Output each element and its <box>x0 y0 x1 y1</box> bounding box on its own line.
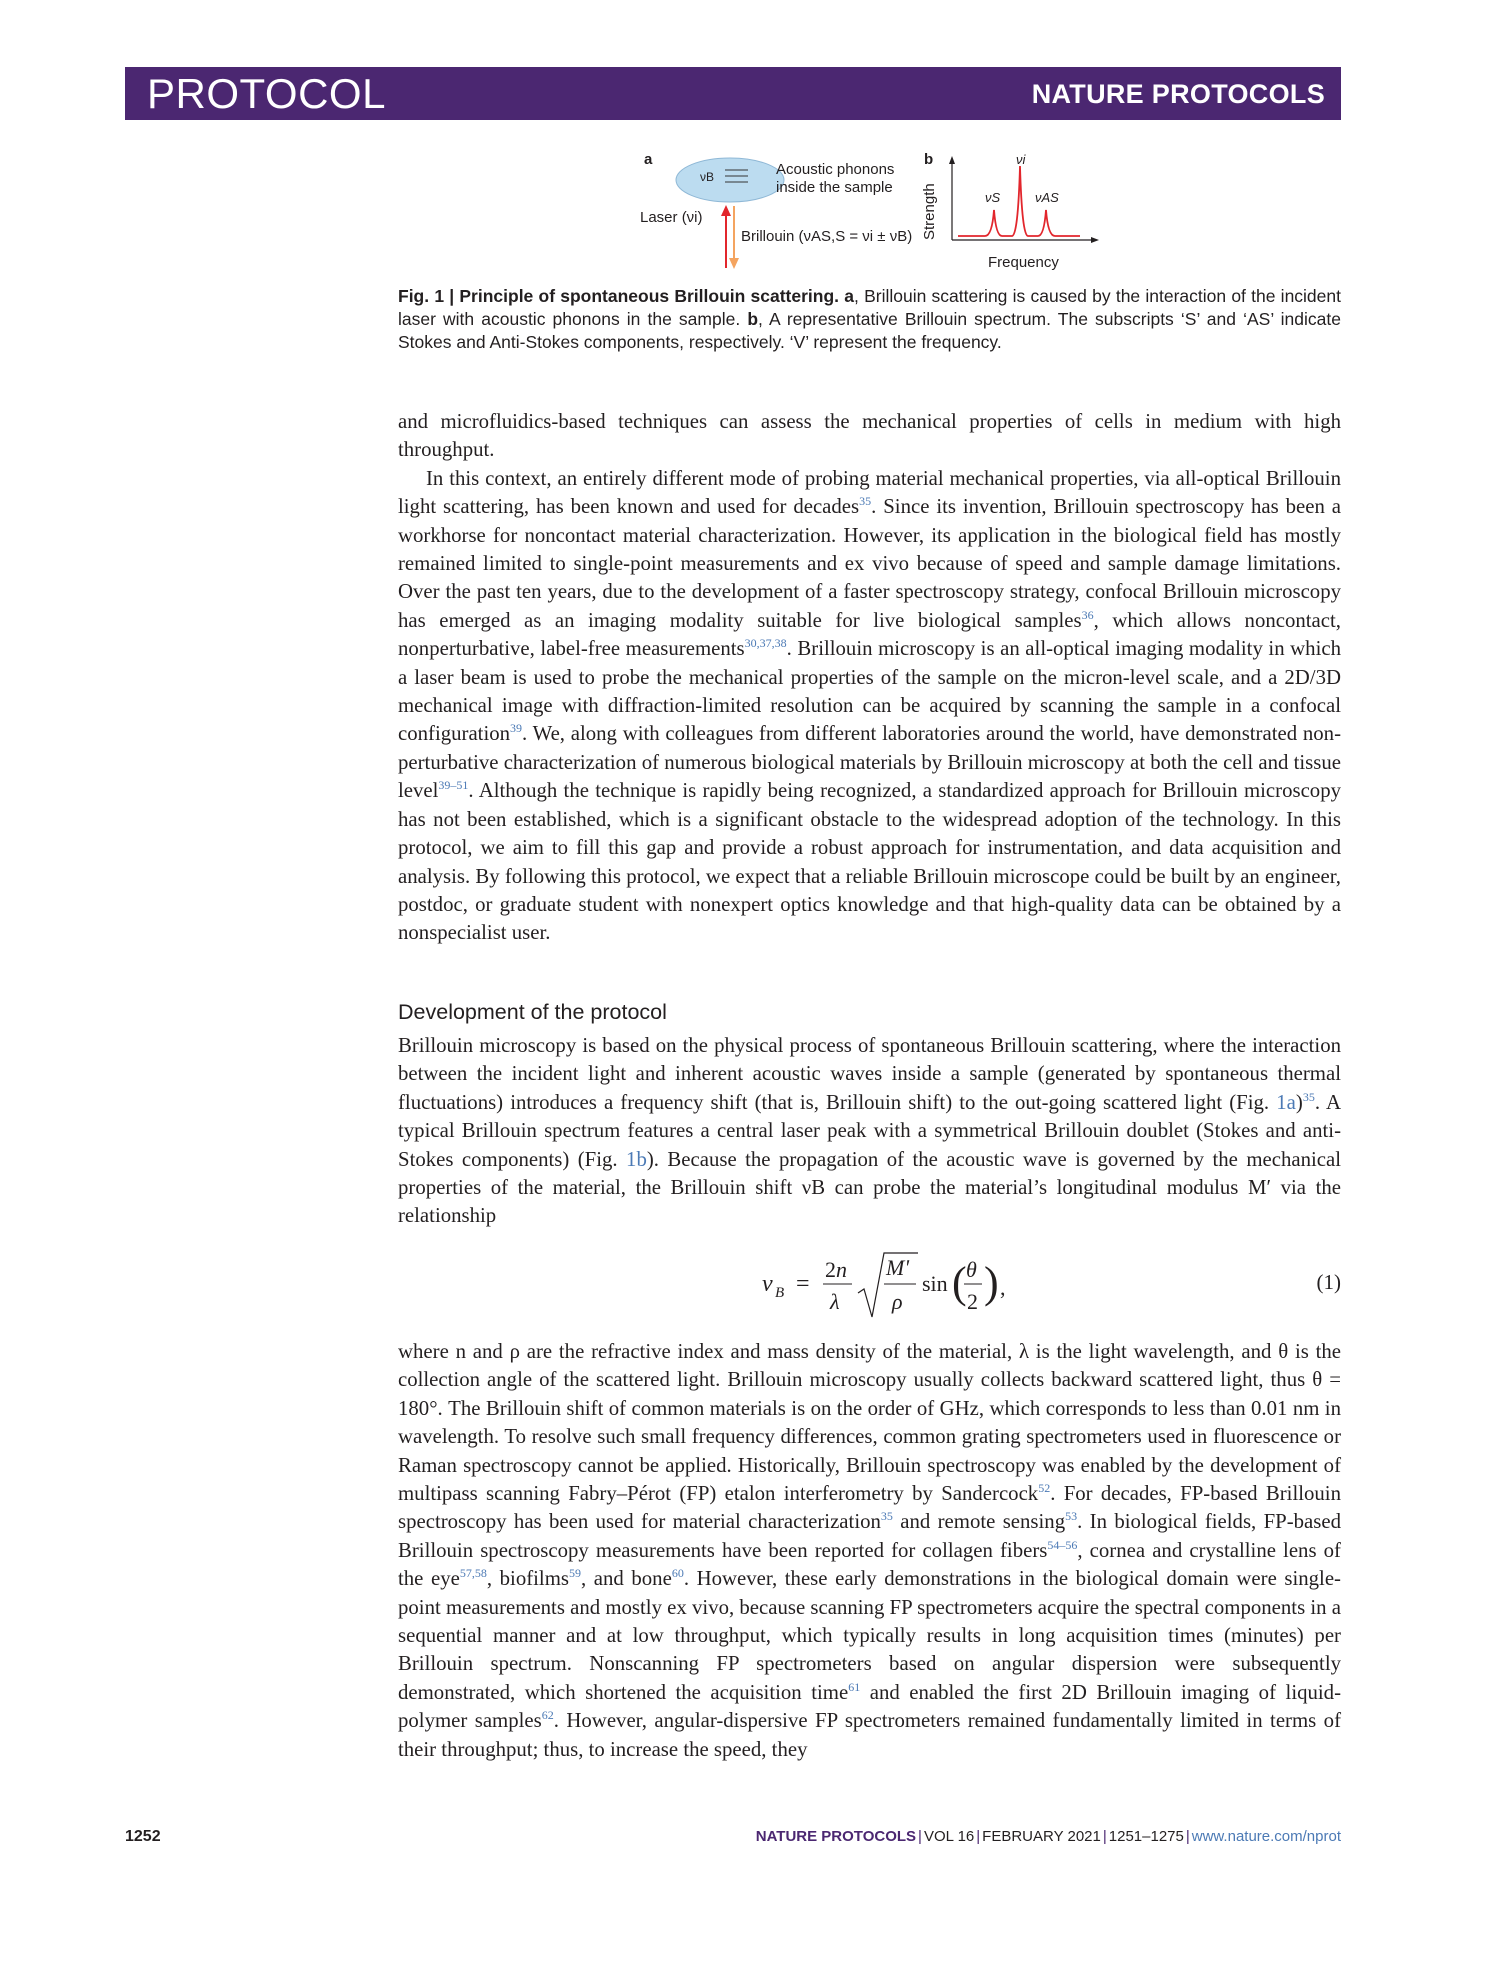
history-text <box>398 1338 1341 1764</box>
laser-arrowhead <box>721 205 731 216</box>
ref-36[interactable]: 36 <box>1081 607 1094 622</box>
scatter-arrowhead <box>729 258 739 269</box>
ref-54-56[interactable]: 54–56 <box>1047 1537 1078 1552</box>
journal-name: NATURE PROTOCOLS <box>1031 79 1325 109</box>
ref-62[interactable]: 62 <box>541 1708 554 1723</box>
caption-a-text: , Brillouin scattering is caused by the interaction of the incident laser with acoustic phonons in the sample. <box>398 286 1341 329</box>
footer-citation: NATURE PROTOCOLS | VOL 16 | FEBRUARY 2021 | 1251–1275 | www.nature.com/nprot <box>755 1828 1341 1845</box>
intro-text <box>398 408 1341 948</box>
spectrum-line <box>958 166 1080 236</box>
section-heading: Development of the protocol <box>398 1000 667 1024</box>
ref-30-37-38[interactable]: 30,37,38 <box>744 636 787 651</box>
paragraph-1: and microfluidics-based techniques can assess the mechanical properties of cells in medium with high throughput. <box>398 410 1341 462</box>
figure-1-graphic <box>640 150 1100 275</box>
ref-35b[interactable]: 35 <box>1302 1089 1315 1104</box>
equation-number: (1) <box>1316 1270 1341 1294</box>
peak-antistokes-label: νAS <box>1035 190 1059 205</box>
svg-text:,: , <box>1000 1275 1006 1300</box>
paragraph-3: Brillouin microscopy is based on the physical process of spontaneous Brillouin scattering, where the interaction between the incident light and inherent acoustic waves inside a sample (generated by spontaneous thermal fluctuations) introduces a frequency shift (that is, Brillouin shift) to the out-going scattered light (Fig. 1a)$^{35}$. A typical Brillouin spectrum features a central laser peak with a symmetrical Brillouin doublet (Stokes and anti-Stokes components) (Fig. 1b). Because the propagation of the acoustic wave is governed by the mechanical properties of the material, the Brillouin shift νB can probe the material’s longitudinal modulus M′ via the relationship <box>398 1034 1341 1228</box>
peak-stokes-label: νS <box>985 190 1001 205</box>
phonon-label-2: inside the sample <box>776 179 893 196</box>
footer-volume: VOL 16 <box>923 1828 975 1845</box>
x-axis-arrow <box>1091 237 1099 243</box>
caption-b-text: , A representative Brillouin spectrum. The subscripts ‘S’ and ‘AS’ indicate Stokes and Anti-Stokes components, respectively. ‘V’ represent the frequency. <box>398 309 1341 352</box>
footer-date: FEBRUARY 2021 <box>982 1828 1101 1845</box>
ref-52[interactable]: 52 <box>1038 1481 1051 1496</box>
figure-1 <box>640 150 1100 275</box>
svg-text:ν: ν <box>762 1271 773 1297</box>
fig-1a-link[interactable]: 1a <box>1276 1090 1296 1114</box>
footer-pages: 1251–1275 <box>1108 1828 1184 1845</box>
page-number: 1252 <box>125 1828 161 1845</box>
brillouin-label: Brillouin (νAS,S = νi ± νB) <box>741 228 913 245</box>
y-axis-label: Strength <box>921 183 938 240</box>
svg-text:2n: 2n <box>825 1257 847 1282</box>
ref-57-58[interactable]: 57,58 <box>459 1566 487 1581</box>
ref-39[interactable]: 39 <box>510 721 523 736</box>
svg-text:sin: sin <box>922 1271 948 1296</box>
section-label: PROTOCOL <box>147 70 386 117</box>
paragraph-2: In this context, an entirely different mode of probing material mechanical properties, via all-optical Brillouin light scattering, has been known and used for decades$^{35}$. Since its invention, Brillouin spectroscopy has been a workhorse for noncontact material characterization. However, its application in the biological field has mostly remained limited to single-point measurements and ex vivo because of speed and sample damage limitations. Over the past ten years, due to the development of a faster spectroscopy strategy, confocal Brillouin microscopy has emerged as an imaging modality suitable for live biological samples$^{36}$, which allows noncontact, nonperturbative, label-free measurements$^{30,37,38}$. Brillouin microscopy is an all-optical imaging modality in which a laser beam is used to probe the mechanical properties of the sample on the micron-level scale, and a 2D/3D mechanical image with diffraction-limited resolution can be acquired by scanning the sample in a confocal configuration$^{39}$. We, along with colleagues from different laboratories around the world, have demonstrated non-perturbative characterization of numerous biological materials by Brillouin microscopy at both the cell and tissue level$^{39-51}$. Although the technique is rapidly being recognized, a standardized approach for Brillouin microscopy has not been established, which is a significant obstacle to the widespread adoption of the technology. In this protocol, we aim to fill this gap and provide a robust approach for instrumentation, and data acquisition and analysis. By following this protocol, we expect that a reliable Brillouin microscope could be built by an engineer, postdoc, or graduate student with nonexpert optics knowledge and that high-quality data can be obtained by a nonspecialist user. <box>398 466 1341 945</box>
svg-text:(: ( <box>952 1258 967 1307</box>
sample-cell-shape <box>676 158 784 202</box>
caption-a-label: a <box>844 286 854 306</box>
fig-1b-link[interactable]: 1b <box>626 1147 647 1171</box>
panel-a-label: a <box>644 151 653 168</box>
ref-35c[interactable]: 35 <box>880 1509 893 1524</box>
ref-61[interactable]: 61 <box>848 1679 861 1694</box>
caption-b-label: b <box>747 309 759 329</box>
header-bar <box>125 67 1341 120</box>
ref-60[interactable]: 60 <box>671 1566 684 1581</box>
footer-url[interactable]: www.nature.com/nprot <box>1191 1828 1341 1845</box>
peak-center-label: νi <box>1016 152 1026 167</box>
ref-53[interactable]: 53 <box>1065 1509 1078 1524</box>
ref-35[interactable]: 35 <box>859 494 872 509</box>
svg-text:2: 2 <box>967 1289 978 1314</box>
phonon-label-1: Acoustic phonons <box>776 161 895 178</box>
laser-label: Laser (νi) <box>640 209 703 226</box>
panel-b-label: b <box>924 151 934 168</box>
ref-39-51[interactable]: 39–51 <box>438 778 469 793</box>
development-text <box>398 1032 1341 1231</box>
svg-text:Mʹ: Mʹ <box>886 1255 910 1280</box>
paragraph-4: where n and ρ are the refractive index and mass density of the material, λ is the light wavelength, and θ is the collection angle of the scattered light. Brillouin microscopy usually collects backward scattered light, thus θ = 180°. The Brillouin shift of common materials is on the order of GHz, which corresponds to less than 0.01 nm in wavelength. To resolve such small frequency differences, common grating spectrometers used in fluorescence or Raman spectroscopy cannot be applied. Historically, Brillouin spectroscopy was enabled by the development of multipass scanning Fabry–Pérot (FP) etalon interferometry by Sandercock$^{52}$. For decades, FP-based Brillouin spectroscopy has been used for material characterization$^{35}$ and remote sensing$^{53}$. In biological fields, FP-based Brillouin spectroscopy measurements have been reported for collagen fibers$^{54-56}$, cornea and crystalline lens of the eye$^{57,58}$, biofilms$^{59}$, and bone$^{60}$. However, these early demonstrations in the biological domain were single-point measurements and mostly ex vivo, because scanning FP spectrometers acquire the spectral components in a sequential manner and at low throughput, which typically results in long acquisition times (minutes) per Brillouin spectrum. Nonscanning FP spectrometers based on angular dispersion were subsequently demonstrated, which shortened the acquisition time$^{61}$ and enabled the first 2D Brillouin imaging of liquid-polymer samples$^{62}$. However, angular-dispersive FP spectrometers remained fundamentally limited in terms of their throughput; thus, to increase the speed, they <box>398 1340 1342 1761</box>
y-axis-arrow <box>949 156 955 164</box>
equation-1 <box>760 1245 1341 1325</box>
svg-text:B: B <box>775 1285 785 1301</box>
x-axis-label: Frequency <box>988 254 1059 271</box>
svg-text:λ: λ <box>830 1289 840 1314</box>
svg-text:θ: θ <box>966 1257 977 1282</box>
caption-title: Fig. 1 | Principle of spontaneous Brillouin scattering. <box>398 286 840 306</box>
figure-caption <box>398 285 1341 354</box>
equation-graphic <box>760 1245 1020 1325</box>
ref-59[interactable]: 59 <box>568 1566 581 1581</box>
svg-text:=: = <box>796 1271 810 1297</box>
svg-text:): ) <box>984 1258 999 1307</box>
svg-text:ρ: ρ <box>892 1289 903 1314</box>
vb-label: νB <box>700 170 715 184</box>
footer-journal-name: NATURE PROTOCOLS <box>755 1828 917 1845</box>
